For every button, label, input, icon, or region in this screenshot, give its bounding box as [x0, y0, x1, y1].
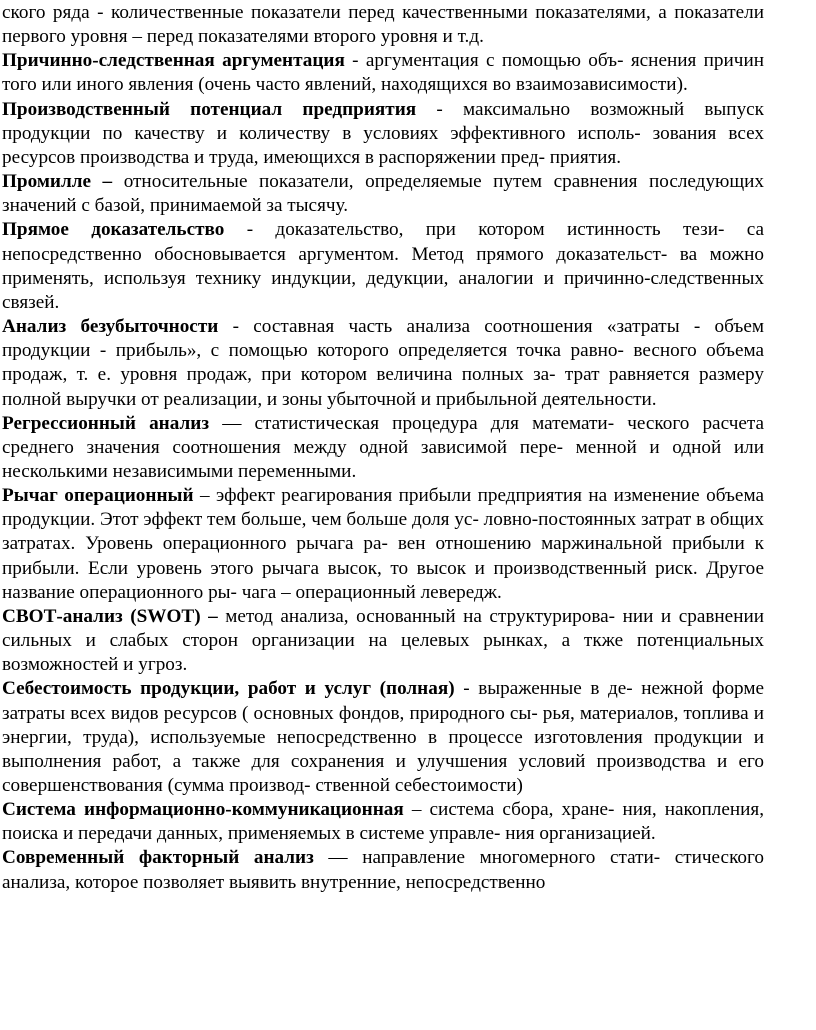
glossary-term: Себестоимость продукции, работ и услуг (полная): [2, 678, 455, 700]
glossary-term: Современный факторный анализ: [2, 847, 314, 869]
glossary-term: Система информационно-коммуникационная: [2, 799, 404, 821]
glossary-definition: - аргументация с помощью объ- яснения причин того или иного явления (очень часто явлений, находящихся во взаимозависимости).: [2, 50, 764, 96]
glossary-term: Рычаг операционный: [2, 485, 194, 507]
glossary-term: Регрессионный анализ: [2, 412, 210, 434]
glossary-term: Производственный потенциал предприятия: [2, 98, 417, 120]
glossary-definition: - составная часть анализа соотношения «затраты - объем продукции - прибыль», с помощью которого определяется точка равно- весного объема продаж, т. е. уровня продаж, при котором величина полных за- трат равняется размеру полной выручки от реализации, и зоны убыточной и прибыльной деятельности.: [2, 316, 764, 410]
glossary-entry: [2, 218, 764, 315]
glossary-definition: – система сбора, хране- ния, накопления, поиска и передачи данных, применяемых в системе управле- ния организацией.: [2, 799, 764, 845]
glossary-term: Причинно-следственная аргументация: [2, 50, 345, 72]
glossary-entry: [2, 412, 764, 484]
glossary-entry: [2, 846, 764, 894]
glossary-definition: - выраженные в де- нежной форме затраты всех видов ресурсов ( основных фондов, природного сы- рья, материалов, топлива и энергии, труда), используемые непосредственно в процессе изготовления продукции и выполнения работ, а также для сохранения и улучшения условий производства и его совершенствования (сумма производ- ственной себестоимости): [2, 678, 765, 796]
glossary-entry: [2, 677, 764, 798]
glossary-term: СВОТ-анализ (SWOT) –: [2, 605, 218, 627]
glossary-entry: [2, 49, 764, 97]
glossary-term: Прямое доказательство: [2, 219, 225, 241]
glossary-entry: [2, 798, 764, 846]
glossary-definition: - доказательство, при котором истинность тези- са непосредственно обосновывается аргументом. Метод прямого доказательст- ва можно применять, используя технику индукции, дедукции, аналогии и причинно-следственных связей.: [2, 219, 764, 313]
glossary-entry: [2, 484, 764, 605]
glossary-definition: — направление многомерного стати- стического анализа, которое позволяет выявить внутренние, непосредственно: [2, 847, 764, 893]
glossary-definition: относительные показатели, определяемые путем сравнения последующих значений с базой, принимаемой за тысячу.: [2, 171, 765, 217]
glossary-term: Анализ безубыточности: [2, 316, 219, 338]
glossary-entry: [2, 98, 764, 170]
glossary-entry: [2, 170, 764, 218]
glossary-entry: [2, 315, 764, 412]
glossary-term: Промилле –: [2, 171, 113, 193]
glossary-definition: - максимально возможный выпуск продукции по качеству и количеству в условиях эффективного исполь- зования всех ресурсов производства и труда, имеющихся в распоряжении пред- приятия.: [2, 98, 764, 168]
intro-paragraph: ского ряда - количественные показатели перед качественными показателями, а показатели первого уровня – перед показателями второго уровня и т.д.: [2, 2, 764, 48]
glossary-definition: – эффект реагирования прибыли предприятия на изменение объема продукции. Этот эффект тем больше, чем больше доля ус- ловно-постоянных затрат в общих затратах. Уровень операционного рычага ра- вен отношению маржинальной прибыли к прибыли. Если уровень этого рычага высок, то высок и производственный риск. Другое название операционного ры- чага – операционный левередж.: [2, 485, 764, 603]
glossary-entry: [2, 605, 764, 677]
glossary-definition: метод анализа, основанный на структурирова- нии и сравнении сильных и слабых сторон организации на целевых рынках, а ткже потенциальных возможностей и угроз.: [2, 605, 765, 676]
glossary-definition: — статистическая процедура для математи- ческого расчета среднего значения соотношения между одной зависимой пере- менной и одной или несколькими независимыми переменными.: [2, 412, 765, 482]
